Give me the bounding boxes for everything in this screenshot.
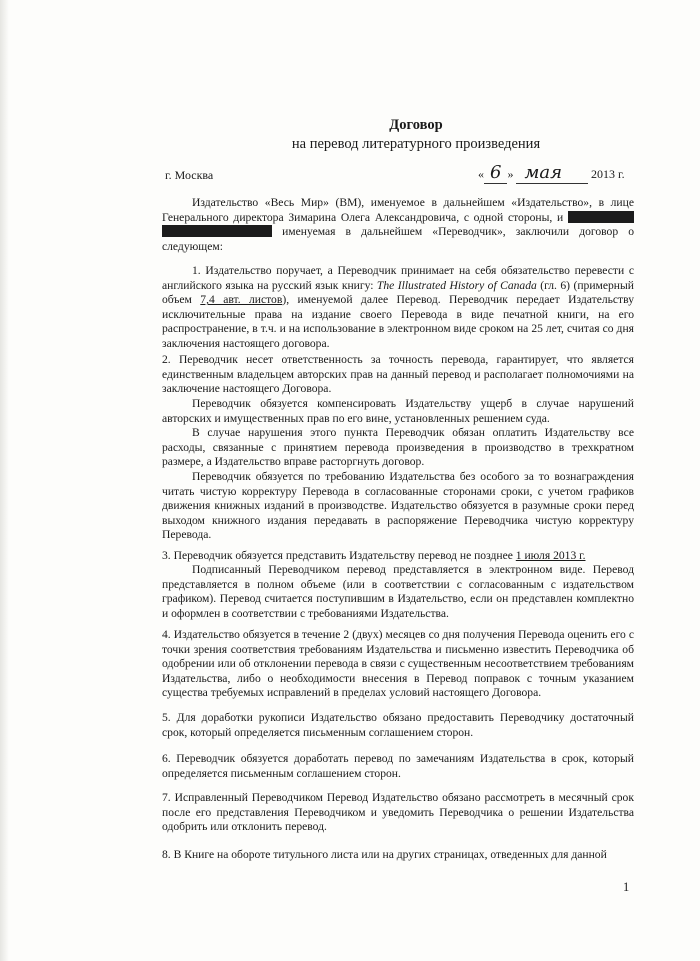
clause-5: 5. Для доработки рукописи Издательство обязано предоставить Переводчику достаточный срок, который определяется письменным соглашением сторон. bbox=[162, 711, 634, 739]
volume-value: 7,4 авт. листов bbox=[200, 293, 283, 307]
date-close-quote: » bbox=[507, 167, 514, 181]
clause-2: 2. Переводчик несет ответственность за точность перевода, гарантирует, что является единственным владельцем авторских прав на данный перевод и располагает полномочиями на заключение настоящего Договора. bbox=[162, 353, 634, 396]
contract-date bbox=[478, 162, 625, 184]
city: г. Москва bbox=[165, 168, 214, 182]
redacted-name-2 bbox=[162, 225, 272, 237]
intro-part1: Издательство «Весь Мир» (ВМ), именуемое в дальнейшем «Издательство», в лице Генерального директора Зимарина Олега Александровича, с одной стороны, и bbox=[162, 196, 634, 224]
date-day-handwritten: 6 bbox=[484, 162, 507, 184]
clause-1-text-a: 1. Издательство поручает, а Переводчик принимает на себя обязательство перевести с английского языка на русский язык книгу: bbox=[162, 264, 634, 292]
clause-1-text-b: (гл. 6) (примерный объем bbox=[162, 278, 635, 307]
deadline-date: 1 июля 2013 г. bbox=[515, 549, 586, 562]
clause-3 bbox=[162, 549, 634, 564]
clause-2-violation: В случае нарушения этого пункта Переводчик обязан оплатить Издательству все расходы, связанные с принятием перевода произведения в производство в трехкратном размере, а Издательство вправе расторгнуть договор. bbox=[162, 426, 634, 469]
clause-8: 8. В Книге на обороте титульного листа или на других страницах, отведенных для данной bbox=[162, 848, 607, 861]
book-title: The Illustrated History of Canada bbox=[376, 278, 537, 292]
clause-6: 6. Переводчик обязуется доработать перевод по замечаниям Издательства в срок, который определяется письменным соглашением сторон. bbox=[162, 752, 634, 780]
date-year: 2013 г. bbox=[591, 167, 625, 181]
clause-3-text: 3. Переводчик обязуется представить Издательству перевод не позднее bbox=[162, 549, 516, 562]
clause-2-proofreading: Переводчик обязуется по требованию Издательства без особого за то вознаграждения читать чистую корректуру Перевода в согласованные сторонами сроки, с учетом графиков движения книжных изданий в производстве. Издательство обязуется в разумные сроки перед выходом книжного издания передавать в распоряжение Переводчика чистую корректуру Перевода. bbox=[162, 470, 634, 542]
intro-part2: именуемая в дальнейшем «Переводчик», заключили договор о следующем: bbox=[162, 225, 634, 253]
clause-1-text-c: ), именуемой далее Перевод. Переводчик передает Издательству исключительные права на издание своего Перевода в виде печатной книги, на его распространение, в т.ч. и на использование в электронном виде сроком на 25 лет, считая со дня заключения настоящего договора. bbox=[162, 293, 634, 350]
date-month-handwritten: мая bbox=[516, 162, 588, 184]
intro-paragraph bbox=[162, 196, 634, 254]
clause-1 bbox=[162, 264, 634, 352]
clause-2-compensation: Переводчик обязуется компенсировать Издательству ущерб в случае нарушений авторских и имущественных прав по его вине, установленных решением суда. bbox=[162, 397, 634, 425]
clause-7: 7. Исправленный Переводчиком Перевод Издательство обязано рассмотреть в месячный срок после его представления Переводчиком и уведомить Переводчика о решении Издательства одобрить или отклонить перевод. bbox=[162, 791, 634, 834]
date-open-quote: « bbox=[478, 167, 484, 181]
document-subtitle: на перевод литературного произведения bbox=[291, 136, 541, 152]
page-number: 1 bbox=[623, 880, 630, 894]
redacted-name bbox=[568, 211, 634, 223]
clause-4: 4. Издательство обязуется в течение 2 (двух) месяцев со дня получения Перевода оценить его с точки зрения соответствия требованиям Издательства и письменно известить Переводчика об одобрении или об отклонении перевода в связи с существенным несоответствием требованиям Издательства, либо о необходимости внесения в Перевод поправок с точным указанием существа требуемых исправлений в пределах условий настоящего Договора. bbox=[162, 628, 634, 700]
document-title: Договор bbox=[389, 117, 443, 133]
clause-3-submission: Подписанный Переводчиком перевод представляется в электронном виде. Перевод представляется в полном объеме (или в соответствии с согласованным с издательством графиком). Перевод считается поступившим в Издательство, если он представлен комплектно и оформлен в соответствии с требованиями Издательства. bbox=[162, 563, 634, 620]
